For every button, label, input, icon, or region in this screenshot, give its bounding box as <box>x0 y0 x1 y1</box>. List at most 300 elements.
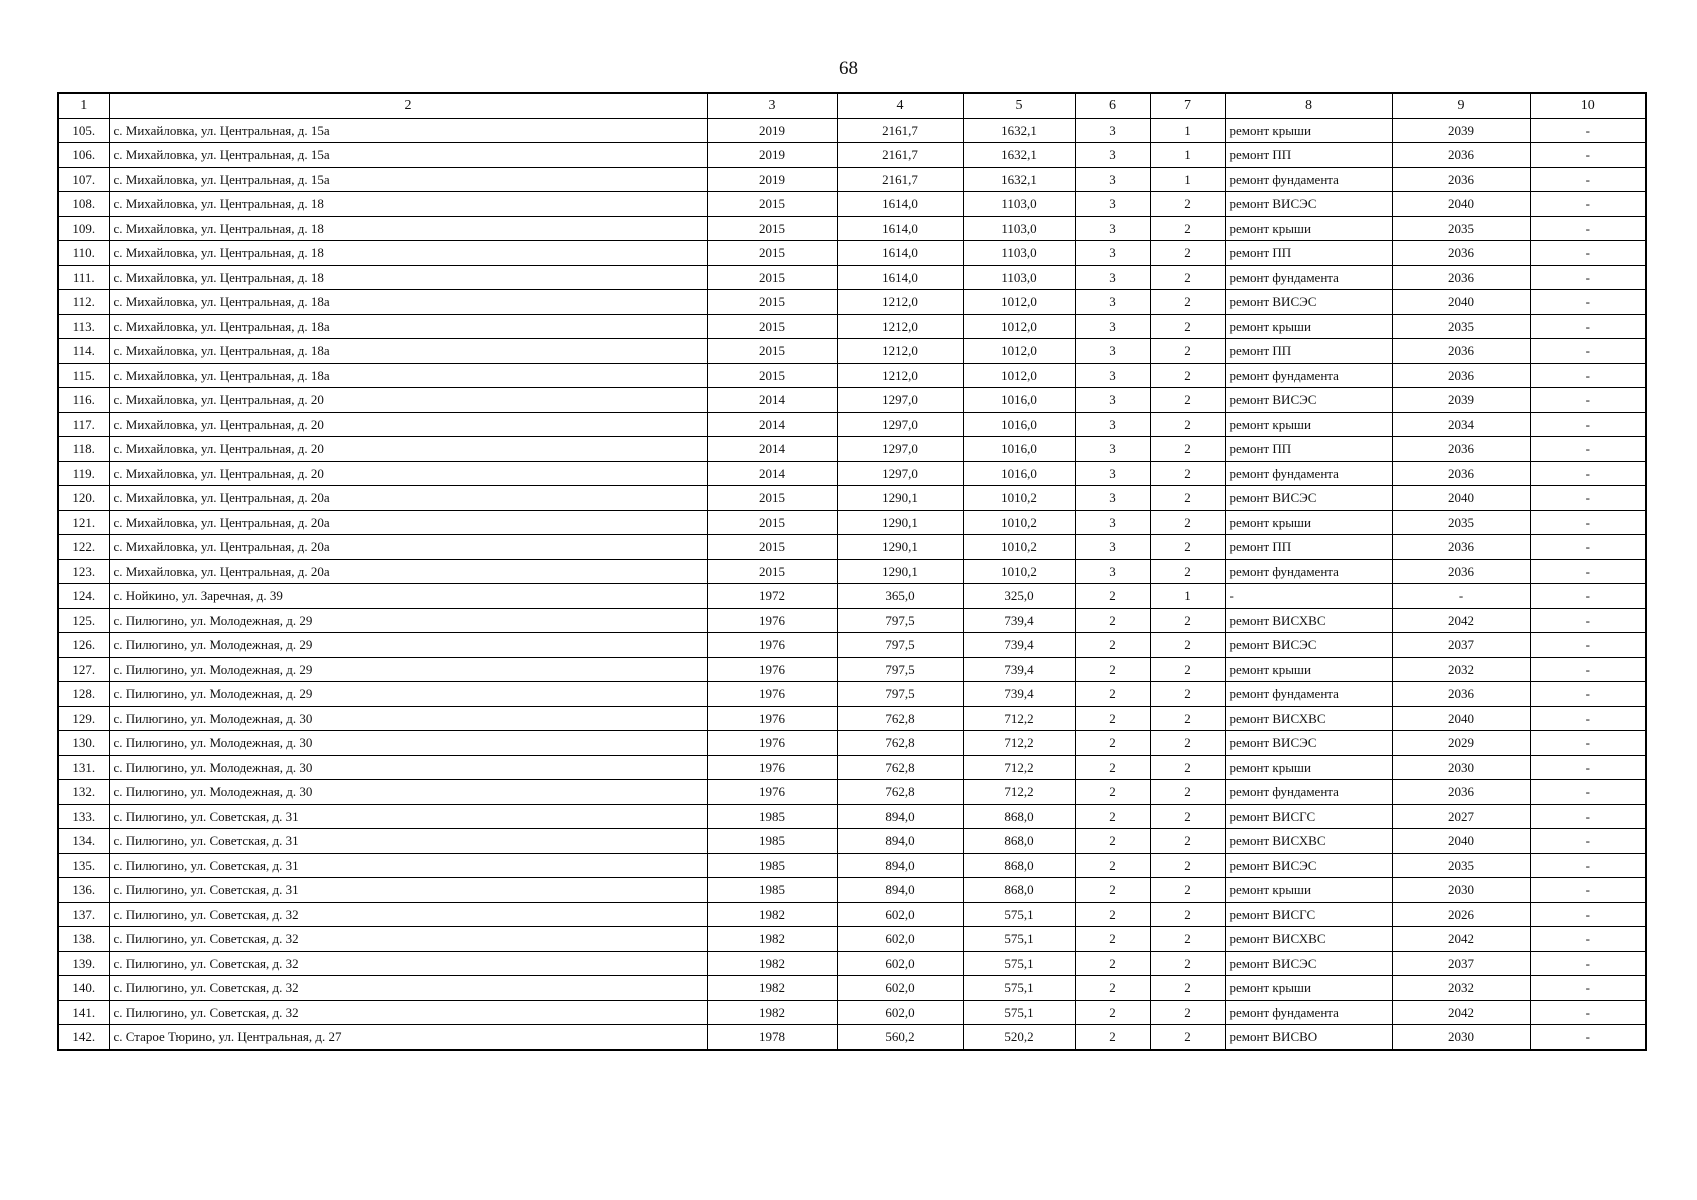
year-built-cell: 1982 <box>707 1000 837 1025</box>
floors-cell: 2 <box>1075 608 1150 633</box>
total-area-cell: 894,0 <box>837 804 963 829</box>
row-number-cell: 105. <box>58 118 109 143</box>
note-cell: - <box>1530 853 1646 878</box>
table-row <box>58 290 1646 315</box>
table-row <box>58 878 1646 903</box>
entrances-cell: 2 <box>1150 241 1225 266</box>
floors-cell: 3 <box>1075 461 1150 486</box>
address-cell: с. Пилюгино, ул. Молодежная, д. 30 <box>109 706 707 731</box>
entrances-cell: 1 <box>1150 143 1225 168</box>
table-row <box>58 167 1646 192</box>
living-area-cell: 520,2 <box>963 1025 1075 1050</box>
year-built-cell: 2014 <box>707 437 837 462</box>
floors-cell: 3 <box>1075 265 1150 290</box>
row-number-cell: 114. <box>58 339 109 364</box>
address-cell: с. Михайловка, ул. Центральная, д. 20 <box>109 461 707 486</box>
living-area-cell: 575,1 <box>963 927 1075 952</box>
planned-year-cell: 2036 <box>1392 461 1530 486</box>
table-row <box>58 486 1646 511</box>
row-number-cell: 124. <box>58 584 109 609</box>
note-cell: - <box>1530 927 1646 952</box>
table-row <box>58 1000 1646 1025</box>
total-area-cell: 602,0 <box>837 951 963 976</box>
floors-cell: 2 <box>1075 853 1150 878</box>
table-row <box>58 192 1646 217</box>
floors-cell: 3 <box>1075 241 1150 266</box>
floors-cell: 2 <box>1075 829 1150 854</box>
year-built-cell: 2015 <box>707 559 837 584</box>
work-type-cell: ремонт ПП <box>1225 339 1392 364</box>
note-cell: - <box>1530 951 1646 976</box>
entrances-cell: 2 <box>1150 706 1225 731</box>
total-area-cell: 1614,0 <box>837 265 963 290</box>
table-row <box>58 412 1646 437</box>
total-area-cell: 894,0 <box>837 878 963 903</box>
year-built-cell: 2015 <box>707 216 837 241</box>
planned-year-cell: 2040 <box>1392 829 1530 854</box>
year-built-cell: 2015 <box>707 314 837 339</box>
year-built-cell: 2019 <box>707 167 837 192</box>
entrances-cell: 2 <box>1150 510 1225 535</box>
entrances-cell: 2 <box>1150 339 1225 364</box>
note-cell: - <box>1530 706 1646 731</box>
total-area-cell: 762,8 <box>837 755 963 780</box>
row-number-cell: 111. <box>58 265 109 290</box>
total-area-cell: 1614,0 <box>837 216 963 241</box>
table-body <box>58 118 1646 1050</box>
address-cell: с. Пилюгино, ул. Советская, д. 32 <box>109 1000 707 1025</box>
year-built-cell: 2015 <box>707 339 837 364</box>
note-cell: - <box>1530 633 1646 658</box>
year-built-cell: 1976 <box>707 706 837 731</box>
living-area-cell: 575,1 <box>963 902 1075 927</box>
table-header <box>58 93 1646 118</box>
living-area-cell: 868,0 <box>963 878 1075 903</box>
work-type-cell: ремонт крыши <box>1225 118 1392 143</box>
living-area-cell: 868,0 <box>963 853 1075 878</box>
note-cell: - <box>1530 559 1646 584</box>
entrances-cell: 2 <box>1150 608 1225 633</box>
entrances-cell: 2 <box>1150 559 1225 584</box>
column-header: 3 <box>707 93 837 118</box>
work-type-cell: ремонт крыши <box>1225 755 1392 780</box>
page-number: 68 <box>839 58 858 79</box>
address-cell: с. Михайловка, ул. Центральная, д. 18 <box>109 216 707 241</box>
year-built-cell: 2019 <box>707 143 837 168</box>
note-cell: - <box>1530 216 1646 241</box>
column-header: 4 <box>837 93 963 118</box>
entrances-cell: 2 <box>1150 755 1225 780</box>
table-row <box>58 118 1646 143</box>
entrances-cell: 1 <box>1150 118 1225 143</box>
row-number-cell: 113. <box>58 314 109 339</box>
row-number-cell: 109. <box>58 216 109 241</box>
work-type-cell: ремонт ПП <box>1225 241 1392 266</box>
living-area-cell: 739,4 <box>963 657 1075 682</box>
work-type-cell: ремонт фундамента <box>1225 682 1392 707</box>
total-area-cell: 1614,0 <box>837 192 963 217</box>
floors-cell: 3 <box>1075 339 1150 364</box>
note-cell: - <box>1530 363 1646 388</box>
table-row <box>58 559 1646 584</box>
entrances-cell: 2 <box>1150 314 1225 339</box>
total-area-cell: 2161,7 <box>837 167 963 192</box>
floors-cell: 3 <box>1075 143 1150 168</box>
note-cell: - <box>1530 1025 1646 1050</box>
year-built-cell: 2015 <box>707 510 837 535</box>
entrances-cell: 2 <box>1150 265 1225 290</box>
living-area-cell: 868,0 <box>963 829 1075 854</box>
year-built-cell: 1976 <box>707 755 837 780</box>
table-row <box>58 437 1646 462</box>
living-area-cell: 712,2 <box>963 755 1075 780</box>
work-type-cell: ремонт ВИСЭС <box>1225 192 1392 217</box>
row-number-cell: 117. <box>58 412 109 437</box>
table-row <box>58 584 1646 609</box>
address-cell: с. Михайловка, ул. Центральная, д. 20 <box>109 412 707 437</box>
entrances-cell: 2 <box>1150 461 1225 486</box>
work-type-cell: ремонт ВИСЭС <box>1225 951 1392 976</box>
planned-year-cell: 2035 <box>1392 216 1530 241</box>
table-row <box>58 339 1646 364</box>
total-area-cell: 1290,1 <box>837 559 963 584</box>
entrances-cell: 2 <box>1150 829 1225 854</box>
address-cell: с. Пилюгино, ул. Советская, д. 31 <box>109 853 707 878</box>
living-area-cell: 1016,0 <box>963 437 1075 462</box>
work-type-cell: ремонт ВИСХВС <box>1225 829 1392 854</box>
entrances-cell: 1 <box>1150 167 1225 192</box>
address-cell: с. Михайловка, ул. Центральная, д. 18а <box>109 290 707 315</box>
note-cell: - <box>1530 388 1646 413</box>
work-type-cell: ремонт ВИСХВС <box>1225 608 1392 633</box>
work-type-cell: ремонт ВИСЭС <box>1225 388 1392 413</box>
living-area-cell: 1016,0 <box>963 461 1075 486</box>
living-area-cell: 1016,0 <box>963 388 1075 413</box>
year-built-cell: 1972 <box>707 584 837 609</box>
year-built-cell: 1978 <box>707 1025 837 1050</box>
planned-year-cell: 2036 <box>1392 535 1530 560</box>
note-cell: - <box>1530 731 1646 756</box>
total-area-cell: 1212,0 <box>837 339 963 364</box>
entrances-cell: 2 <box>1150 216 1225 241</box>
floors-cell: 3 <box>1075 118 1150 143</box>
planned-year-cell: 2035 <box>1392 853 1530 878</box>
floors-cell: 3 <box>1075 290 1150 315</box>
table-row <box>58 314 1646 339</box>
total-area-cell: 894,0 <box>837 829 963 854</box>
note-cell: - <box>1530 461 1646 486</box>
entrances-cell: 2 <box>1150 976 1225 1001</box>
column-header: 8 <box>1225 93 1392 118</box>
work-type-cell: ремонт фундамента <box>1225 265 1392 290</box>
planned-year-cell: 2039 <box>1392 118 1530 143</box>
living-area-cell: 712,2 <box>963 780 1075 805</box>
total-area-cell: 2161,7 <box>837 143 963 168</box>
year-built-cell: 2014 <box>707 388 837 413</box>
entrances-cell: 1 <box>1150 584 1225 609</box>
table-row <box>58 535 1646 560</box>
entrances-cell: 2 <box>1150 412 1225 437</box>
address-cell: с. Михайловка, ул. Центральная, д. 20а <box>109 535 707 560</box>
address-cell: с. Михайловка, ул. Центральная, д. 20а <box>109 510 707 535</box>
floors-cell: 3 <box>1075 388 1150 413</box>
living-area-cell: 868,0 <box>963 804 1075 829</box>
note-cell: - <box>1530 118 1646 143</box>
note-cell: - <box>1530 902 1646 927</box>
year-built-cell: 1982 <box>707 902 837 927</box>
table-row <box>58 682 1646 707</box>
floors-cell: 2 <box>1075 902 1150 927</box>
year-built-cell: 2015 <box>707 192 837 217</box>
total-area-cell: 797,5 <box>837 657 963 682</box>
floors-cell: 2 <box>1075 731 1150 756</box>
table-row <box>58 461 1646 486</box>
total-area-cell: 602,0 <box>837 927 963 952</box>
address-cell: с. Михайловка, ул. Центральная, д. 15а <box>109 167 707 192</box>
work-type-cell: ремонт ВИСЭС <box>1225 853 1392 878</box>
year-built-cell: 2015 <box>707 290 837 315</box>
row-number-cell: 127. <box>58 657 109 682</box>
work-type-cell: ремонт крыши <box>1225 878 1392 903</box>
entrances-cell: 2 <box>1150 1000 1225 1025</box>
row-number-cell: 135. <box>58 853 109 878</box>
living-area-cell: 1010,2 <box>963 486 1075 511</box>
planned-year-cell: 2036 <box>1392 339 1530 364</box>
address-cell: с. Пилюгино, ул. Молодежная, д. 30 <box>109 731 707 756</box>
living-area-cell: 1012,0 <box>963 363 1075 388</box>
address-cell: с. Пилюгино, ул. Молодежная, д. 30 <box>109 755 707 780</box>
entrances-cell: 2 <box>1150 633 1225 658</box>
table-row <box>58 731 1646 756</box>
entrances-cell: 2 <box>1150 853 1225 878</box>
planned-year-cell: 2040 <box>1392 192 1530 217</box>
living-area-cell: 575,1 <box>963 976 1075 1001</box>
living-area-cell: 712,2 <box>963 706 1075 731</box>
planned-year-cell: 2036 <box>1392 437 1530 462</box>
floors-cell: 3 <box>1075 363 1150 388</box>
floors-cell: 2 <box>1075 706 1150 731</box>
note-cell: - <box>1530 657 1646 682</box>
living-area-cell: 575,1 <box>963 1000 1075 1025</box>
row-number-cell: 140. <box>58 976 109 1001</box>
total-area-cell: 797,5 <box>837 608 963 633</box>
note-cell: - <box>1530 265 1646 290</box>
address-cell: с. Михайловка, ул. Центральная, д. 15а <box>109 143 707 168</box>
planned-year-cell: 2035 <box>1392 510 1530 535</box>
column-header: 2 <box>109 93 707 118</box>
living-area-cell: 739,4 <box>963 608 1075 633</box>
address-cell: с. Пилюгино, ул. Советская, д. 32 <box>109 902 707 927</box>
table-row <box>58 804 1646 829</box>
entrances-cell: 2 <box>1150 657 1225 682</box>
entrances-cell: 2 <box>1150 902 1225 927</box>
address-cell: с. Михайловка, ул. Центральная, д. 18а <box>109 339 707 364</box>
total-area-cell: 602,0 <box>837 1000 963 1025</box>
column-header: 7 <box>1150 93 1225 118</box>
total-area-cell: 1212,0 <box>837 363 963 388</box>
entrances-cell: 2 <box>1150 290 1225 315</box>
floors-cell: 2 <box>1075 584 1150 609</box>
living-area-cell: 712,2 <box>963 731 1075 756</box>
year-built-cell: 2015 <box>707 535 837 560</box>
total-area-cell: 1297,0 <box>837 412 963 437</box>
year-built-cell: 1985 <box>707 878 837 903</box>
work-type-cell: ремонт ВИСГС <box>1225 902 1392 927</box>
column-header: 10 <box>1530 93 1646 118</box>
work-type-cell: ремонт ВИСХВС <box>1225 927 1392 952</box>
floors-cell: 2 <box>1075 755 1150 780</box>
planned-year-cell: 2032 <box>1392 657 1530 682</box>
living-area-cell: 1632,1 <box>963 167 1075 192</box>
address-cell: с. Михайловка, ул. Центральная, д. 20а <box>109 486 707 511</box>
note-cell: - <box>1530 878 1646 903</box>
living-area-cell: 1012,0 <box>963 314 1075 339</box>
address-cell: с. Пилюгино, ул. Советская, д. 31 <box>109 878 707 903</box>
floors-cell: 2 <box>1075 804 1150 829</box>
year-built-cell: 1976 <box>707 731 837 756</box>
total-area-cell: 1212,0 <box>837 290 963 315</box>
row-number-cell: 133. <box>58 804 109 829</box>
living-area-cell: 1010,2 <box>963 510 1075 535</box>
work-type-cell: ремонт ВИСХВС <box>1225 706 1392 731</box>
year-built-cell: 2015 <box>707 486 837 511</box>
work-type-cell: ремонт крыши <box>1225 976 1392 1001</box>
row-number-cell: 134. <box>58 829 109 854</box>
row-number-cell: 115. <box>58 363 109 388</box>
address-cell: с. Михайловка, ул. Центральная, д. 20 <box>109 437 707 462</box>
floors-cell: 2 <box>1075 1000 1150 1025</box>
row-number-cell: 110. <box>58 241 109 266</box>
planned-year-cell: 2040 <box>1392 290 1530 315</box>
total-area-cell: 1290,1 <box>837 486 963 511</box>
floors-cell: 2 <box>1075 657 1150 682</box>
note-cell: - <box>1530 510 1646 535</box>
living-area-cell: 325,0 <box>963 584 1075 609</box>
planned-year-cell: 2036 <box>1392 241 1530 266</box>
row-number-cell: 121. <box>58 510 109 535</box>
row-number-cell: 106. <box>58 143 109 168</box>
total-area-cell: 762,8 <box>837 780 963 805</box>
table-row <box>58 976 1646 1001</box>
table-row <box>58 951 1646 976</box>
total-area-cell: 762,8 <box>837 706 963 731</box>
entrances-cell: 2 <box>1150 363 1225 388</box>
planned-year-cell: 2036 <box>1392 167 1530 192</box>
planned-year-cell: 2042 <box>1392 927 1530 952</box>
row-number-cell: 126. <box>58 633 109 658</box>
planned-year-cell: 2037 <box>1392 633 1530 658</box>
planned-year-cell: 2036 <box>1392 143 1530 168</box>
planned-year-cell: 2042 <box>1392 1000 1530 1025</box>
address-cell: с. Пилюгино, ул. Молодежная, д. 30 <box>109 780 707 805</box>
note-cell: - <box>1530 290 1646 315</box>
year-built-cell: 2015 <box>707 265 837 290</box>
table-row <box>58 829 1646 854</box>
living-area-cell: 1012,0 <box>963 339 1075 364</box>
total-area-cell: 894,0 <box>837 853 963 878</box>
total-area-cell: 797,5 <box>837 633 963 658</box>
planned-year-cell: 2030 <box>1392 878 1530 903</box>
floors-cell: 3 <box>1075 216 1150 241</box>
work-type-cell: ремонт ВИСВО <box>1225 1025 1392 1050</box>
row-number-cell: 136. <box>58 878 109 903</box>
row-number-cell: 130. <box>58 731 109 756</box>
living-area-cell: 739,4 <box>963 682 1075 707</box>
total-area-cell: 1290,1 <box>837 535 963 560</box>
entrances-cell: 2 <box>1150 192 1225 217</box>
note-cell: - <box>1530 976 1646 1001</box>
note-cell: - <box>1530 780 1646 805</box>
floors-cell: 3 <box>1075 486 1150 511</box>
table-row <box>58 657 1646 682</box>
work-type-cell: ремонт фундамента <box>1225 363 1392 388</box>
floors-cell: 3 <box>1075 314 1150 339</box>
work-type-cell: ремонт крыши <box>1225 412 1392 437</box>
table-row <box>58 216 1646 241</box>
living-area-cell: 739,4 <box>963 633 1075 658</box>
work-type-cell: ремонт ПП <box>1225 437 1392 462</box>
floors-cell: 3 <box>1075 559 1150 584</box>
total-area-cell: 365,0 <box>837 584 963 609</box>
living-area-cell: 1012,0 <box>963 290 1075 315</box>
table-row <box>58 143 1646 168</box>
entrances-cell: 2 <box>1150 1025 1225 1050</box>
table-row <box>58 755 1646 780</box>
row-number-cell: 119. <box>58 461 109 486</box>
work-type-cell: ремонт ВИСГС <box>1225 804 1392 829</box>
table-row <box>58 780 1646 805</box>
year-built-cell: 1982 <box>707 976 837 1001</box>
column-header: 1 <box>58 93 109 118</box>
address-cell: с. Пилюгино, ул. Советская, д. 32 <box>109 976 707 1001</box>
floors-cell: 3 <box>1075 412 1150 437</box>
entrances-cell: 2 <box>1150 951 1225 976</box>
row-number-cell: 141. <box>58 1000 109 1025</box>
entrances-cell: 2 <box>1150 486 1225 511</box>
entrances-cell: 2 <box>1150 878 1225 903</box>
table-row <box>58 902 1646 927</box>
address-cell: с. Пилюгино, ул. Советская, д. 32 <box>109 951 707 976</box>
planned-year-cell: 2030 <box>1392 755 1530 780</box>
row-number-cell: 129. <box>58 706 109 731</box>
planned-year-cell: 2036 <box>1392 682 1530 707</box>
note-cell: - <box>1530 1000 1646 1025</box>
note-cell: - <box>1530 608 1646 633</box>
entrances-cell: 2 <box>1150 804 1225 829</box>
note-cell: - <box>1530 192 1646 217</box>
table-row <box>58 633 1646 658</box>
total-area-cell: 762,8 <box>837 731 963 756</box>
year-built-cell: 2019 <box>707 118 837 143</box>
living-area-cell: 1010,2 <box>963 535 1075 560</box>
table-row <box>58 1025 1646 1050</box>
header-row <box>58 93 1646 118</box>
table-row <box>58 853 1646 878</box>
living-area-cell: 1632,1 <box>963 118 1075 143</box>
work-type-cell: ремонт ПП <box>1225 535 1392 560</box>
work-type-cell: ремонт фундамента <box>1225 461 1392 486</box>
floors-cell: 3 <box>1075 535 1150 560</box>
row-number-cell: 131. <box>58 755 109 780</box>
note-cell: - <box>1530 339 1646 364</box>
floors-cell: 2 <box>1075 780 1150 805</box>
planned-year-cell: 2029 <box>1392 731 1530 756</box>
entrances-cell: 2 <box>1150 437 1225 462</box>
table-row <box>58 927 1646 952</box>
table-row <box>58 510 1646 535</box>
year-built-cell: 1985 <box>707 853 837 878</box>
note-cell: - <box>1530 755 1646 780</box>
